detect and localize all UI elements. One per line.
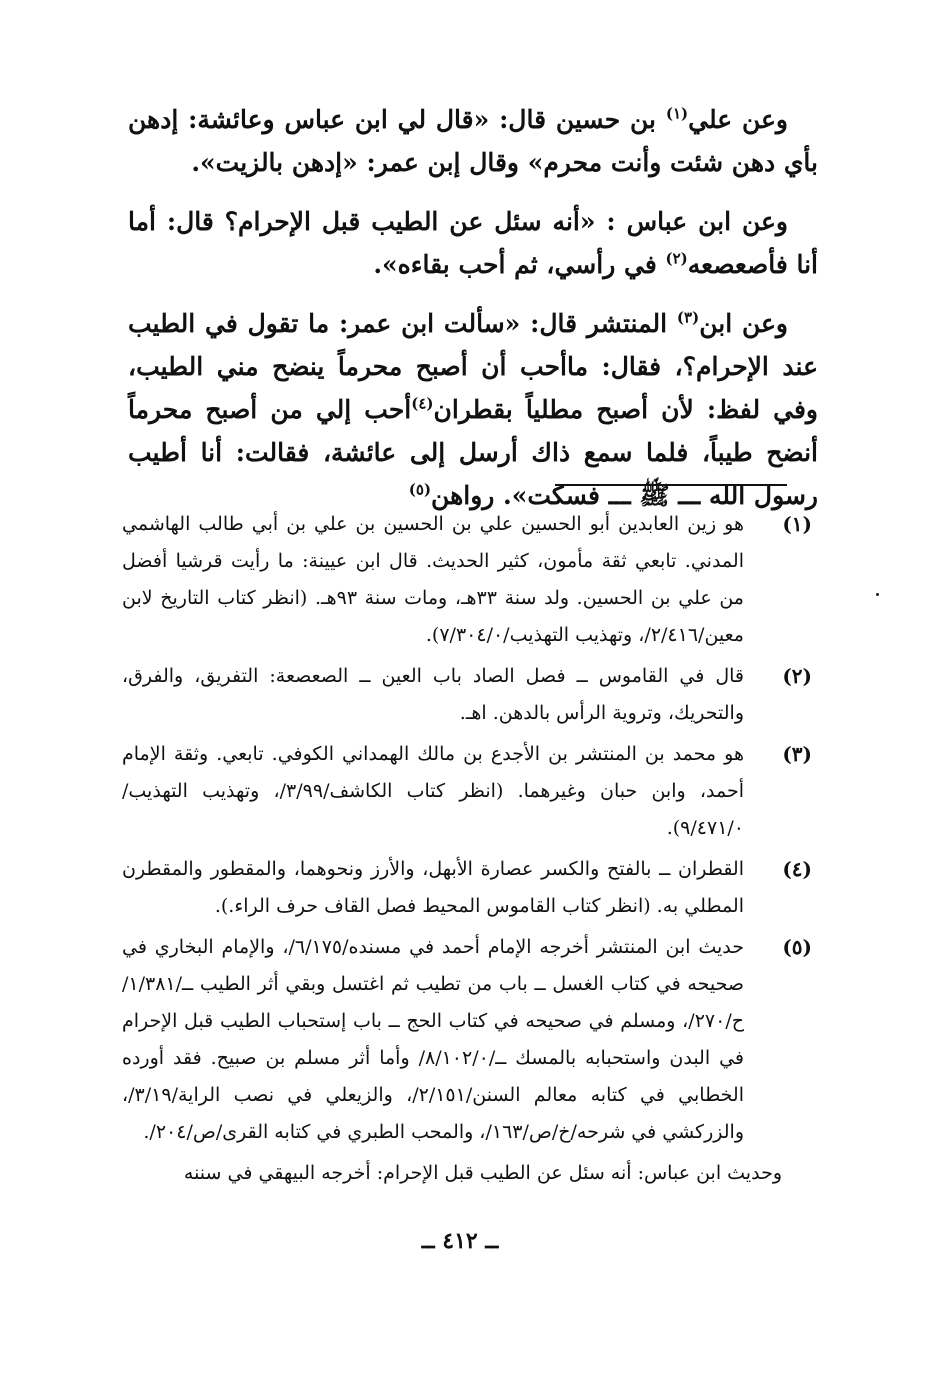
footnote-number: (٥) [782, 935, 812, 959]
footnote-text: هو زين العابدين أبو الحسين علي بن الحسين بن علي بن أبي طالب الهاشمي المدني. تابعي ثقة مأمون، كثير الحديث. قال ابن عيينة: ما رأيت قرشيا أفضل من علي بن الحسين. ولد سنة ٣٣هـ، ومات سنة ٩٣هـ. (انظر كتاب التاريخ لابن معين/٢/٤١٦/، وتهذيب التهذيب/٧/٣٠٤/٠). [122, 513, 744, 646]
footnote-item [122, 736, 812, 847]
scan-speck [876, 593, 879, 596]
footnote-number: (٣) [782, 742, 812, 766]
footnote-marker: (٤) [411, 394, 434, 413]
footnote-marker: (١) [665, 104, 689, 123]
paragraph-text: في رأسي، ثم أحب بقاءه». [373, 250, 666, 279]
paragraph-text: وعن علي [688, 105, 789, 134]
footnote-text: قال في القاموس ــ فصل الصاد باب العين ــ الصعصعة: التفريق، والفرق، والتحريك، وتروية الرأس بالدهن. اهـ. [122, 665, 744, 724]
footnote-marker: (٣) [676, 308, 700, 327]
paragraph-ibn-abbas [128, 200, 818, 286]
footnote-marker: (٢) [665, 249, 688, 268]
main-text [128, 98, 818, 533]
footnote-number: (٢) [782, 664, 812, 688]
footnote-item [122, 929, 812, 1151]
paragraph-text: وعن ابن [699, 309, 788, 338]
footnote-text: هو محمد بن المنتشر بن الأجدع بن مالك الهمداني الكوفي. تابعي. وثقة الإمام أحمد، وابن حبان وغيرهما. (انظر كتاب الكاشف/٣/٩٩/، وتهذيب التهذيب/٩/٤٧١/٠). [122, 743, 745, 839]
footnote-item [122, 851, 812, 925]
paragraph-text: وعن ابن عباس : «أنه سئل عن الطيب قبل الإحرام؟ قال: أما أنا فأصعصعه [128, 207, 818, 279]
footnote-text: حديث ابن المنتشر أخرجه الإمام أحمد في مسنده/٦/١٧٥/، والإمام البخاري في صحيحه في كتاب الغسل ــ باب من تطيب ثم اغتسل وبقي أثر الطيب ــ/١/٣٨١/ح/٢٧٠/، ومسلم في صحيحه في كتاب الحج ــ باب إستحباب الطيب قبل الإحرام في البدن واستحبابه بالمسك ــ/٨/١٠٢/٠/ وأما أثر مسلم بن صبيح. فقد أورده الخطابي في كتابه معالم السنن/٢/١٥١/، والزيعلي في نصب الراية/٣/١٩/، والزركشي في شرحه/خ/ص/١٦٣/، والمحب الطبري في كتابه القرى/ص/٢٠٤/. [122, 936, 744, 1143]
paragraph-ali-bin-husain [128, 98, 818, 184]
footnote-item [122, 658, 812, 732]
paragraph-text: أحب إلي من أصبح محرماً أنضح طيباً، فلما سمع ذاك أرسل إلى عائشة، فقالت: أنا أطيب رسول الله ـــ ﷺ ـــ فسكت». رواهن [128, 395, 818, 510]
footnote-number: (١) [782, 512, 812, 536]
footnote-item [122, 506, 812, 654]
footnote-text: القطران ــ بالفتح والكسر عصارة الأبهل، والأرز ونحوهما، والمقطور والمقطرن المطلي به. (انظر كتاب القاموس المحيط فصل القاف حرف الراء.). [122, 858, 744, 917]
paragraph-text: بن حسين قال: «قال لي ابن عباس وعائشة: إدهن بأي دهن شئت وأنت محرم» وقال إبن عمر: «إدهن بالزيت». [128, 105, 818, 177]
page-number: ــ ٤١٢ ــ [421, 1228, 499, 1254]
paragraph-text: المنتشر قال: «سألت ابن عمر: ما تقول في الطيب عند الإحرام؟، فقال: ماأحب أن أصبح محرماً ينضح مني الطيب، وفي لفظ: لأن أصبح مطلياً بقطران [128, 309, 818, 424]
footnote-marker: (٥) [408, 480, 432, 499]
footnotes [122, 506, 812, 1192]
closing-line: وحديث ابن عباس: أنه سئل عن الطيب قبل الإحرام: أخرجه البيهقي في سننه [183, 1162, 782, 1184]
footnote-separator [555, 484, 787, 486]
footnote-number: (٤) [782, 857, 812, 881]
